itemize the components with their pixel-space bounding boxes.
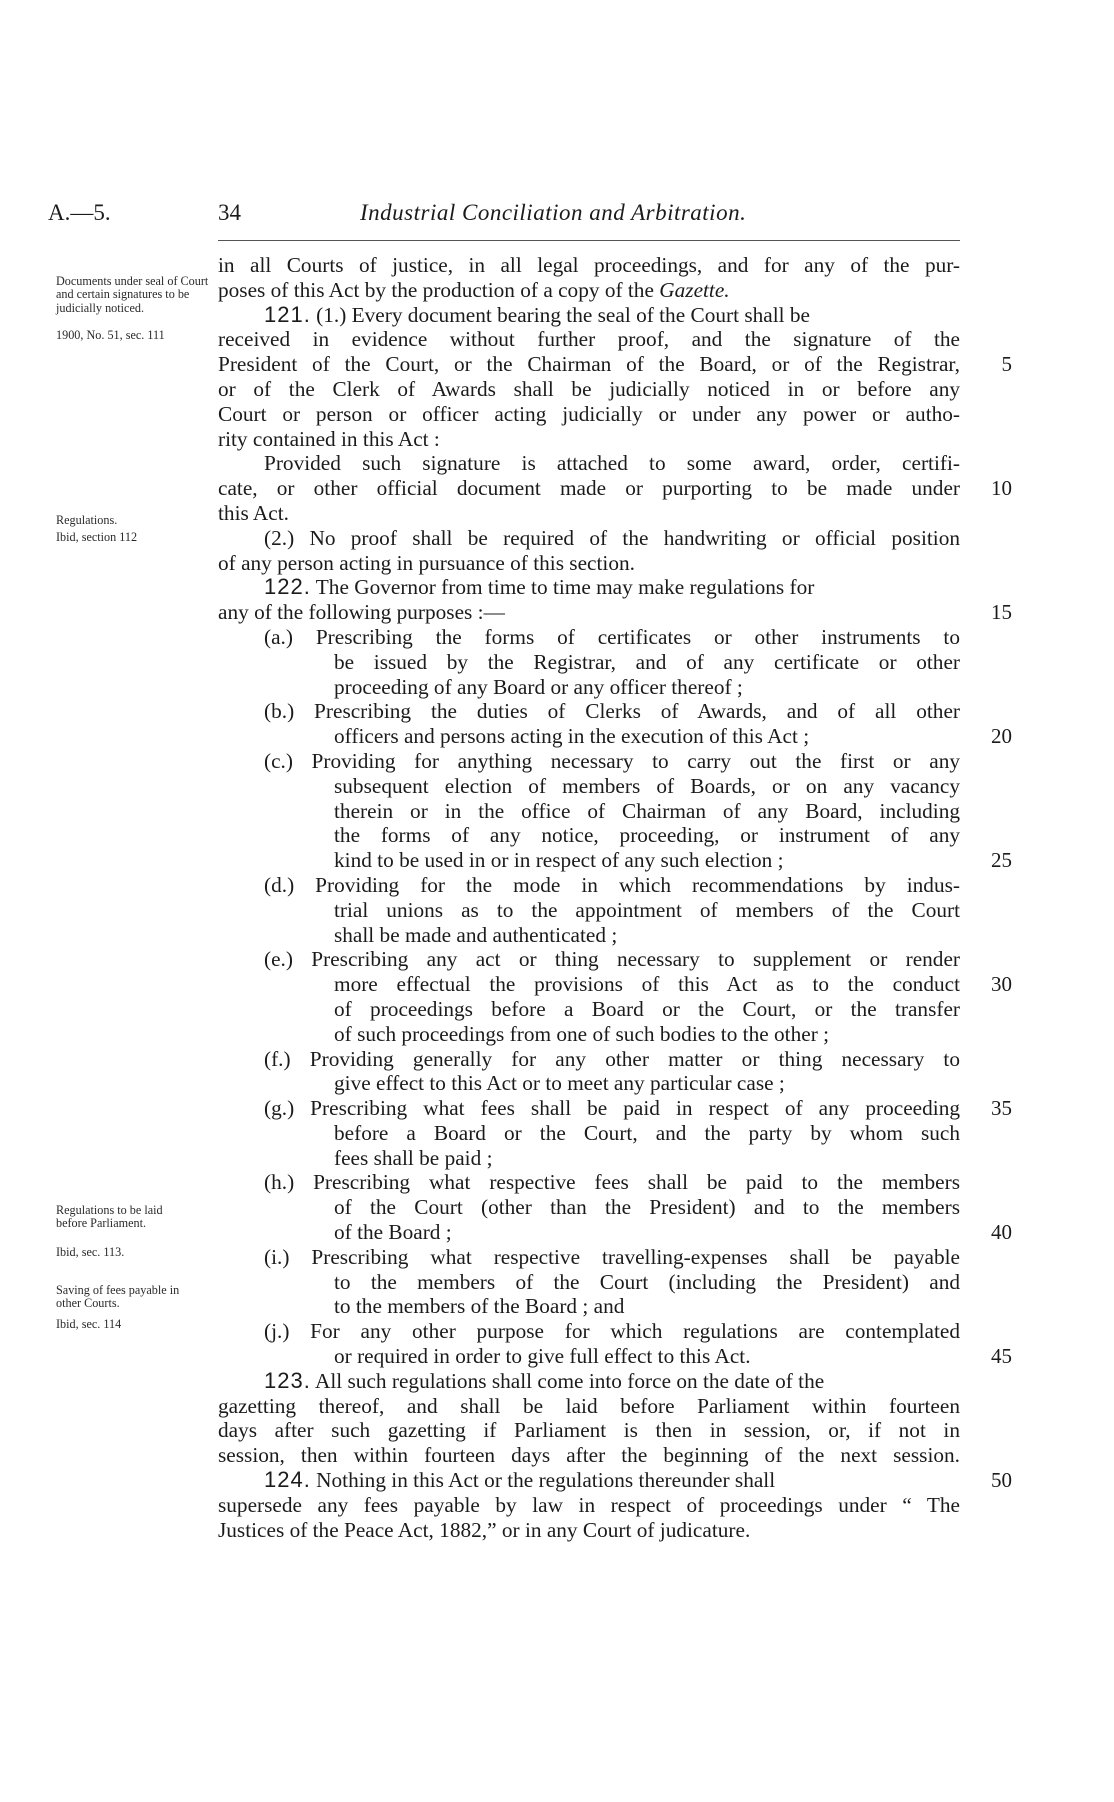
section-number-122: 122. xyxy=(264,574,311,600)
text-line: of proceedings before a Board or the Court, or the transfer xyxy=(334,996,960,1021)
section-number-121: 121. xyxy=(264,301,311,327)
text-line: Court or person or officer acting judicially or under any power or autho- xyxy=(218,401,960,426)
gazette-italic: Gazette. xyxy=(659,277,730,302)
running-title: Industrial Conciliation and Arbitration. xyxy=(360,200,747,225)
line-number-15: 15 xyxy=(991,600,1012,624)
text-line: shall be made and authenticated ; xyxy=(334,922,618,947)
text-line xyxy=(218,303,960,328)
text-line: more effectual the provisions of this Act as to the conduct xyxy=(334,972,960,997)
text-line: to the members of the Court (including the President) and xyxy=(334,1269,960,1294)
margin-note-regulations-laid-before-parliament: Regulations to be laid before Parliament. xyxy=(56,1203,163,1231)
text-line: or required in order to give full effect to this Act. xyxy=(334,1344,751,1369)
text-line: be issued by the Registrar, and of any certificate or other xyxy=(334,649,960,674)
page-header xyxy=(0,200,1114,234)
page-number: 34 xyxy=(218,200,241,225)
text-line: (a.) Prescribing the forms of certificates or other instruments to xyxy=(264,624,960,649)
line-number-20: 20 xyxy=(991,724,1012,748)
text-line: (f.) Providing generally for any other matter or thing necessary to xyxy=(264,1046,960,1071)
text-line: (b.) Prescribing the duties of Clerks of Awards, and of all other xyxy=(264,699,960,724)
text-line: cate, or other official document made or purporting to be made under xyxy=(218,476,960,501)
text-line: trial unions as to the appointment of members of the Court xyxy=(334,897,960,922)
text-line: rity contained in this Act : xyxy=(218,426,440,451)
text-line: (c.) Providing for anything necessary to carry out the first or any xyxy=(264,748,960,773)
text-line xyxy=(218,278,960,303)
margin-note-saving-of-fees: Saving of fees payable in other Courts. xyxy=(56,1283,180,1311)
text-line: President of the Court, or the Chairman of the Board, or of the Registrar, xyxy=(218,352,960,377)
text-line-part: (1.) Every document bearing the seal of the Court shall be xyxy=(316,302,810,327)
line-number-10: 10 xyxy=(991,476,1012,500)
text-line-part: All such regulations shall come into force on the date of the xyxy=(314,1368,825,1393)
text-line: or of the Clerk of Awards shall be judicially noticed in or before any xyxy=(218,376,960,401)
section-number-124: 124. xyxy=(264,1467,311,1493)
header-rule xyxy=(218,240,960,241)
text-line: Justices of the Peace Act, 1882,” or in any Court of judicature. xyxy=(218,1517,751,1542)
text-line: of any person acting in pursuance of this section. xyxy=(218,550,635,575)
text-line-part: poses of this Act by the production of a copy of the xyxy=(218,277,654,302)
text-line xyxy=(218,1468,960,1493)
text-line: give effect to this Act or to meet any particular case ; xyxy=(334,1071,785,1096)
text-line: therein or in the office of Chairman of any Board, including xyxy=(334,798,960,823)
text-line: supersede any fees payable by law in respect of proceedings under “ The xyxy=(218,1492,960,1517)
line-number-45: 45 xyxy=(991,1344,1012,1368)
document-reference: A.—5. xyxy=(48,200,111,225)
text-line: session, then within fourteen days after the beginning of the next session. xyxy=(218,1443,960,1468)
line-number-25: 25 xyxy=(991,848,1012,872)
line-number-50: 50 xyxy=(991,1468,1012,1492)
margin-note-documents-under-seal: Documents under seal of Court and certain signatures to be judicially noticed. xyxy=(56,274,209,315)
text-line xyxy=(218,1369,960,1394)
text-line-part: The Governor from time to time may make regulations for xyxy=(315,575,815,600)
line-number-35: 35 xyxy=(991,1096,1012,1120)
text-line: subsequent election of members of Boards, or on any vacancy xyxy=(334,773,960,798)
text-line: to the members of the Board ; and xyxy=(334,1294,625,1319)
text-line: (d.) Providing for the mode in which recommendations by indus- xyxy=(264,872,960,897)
text-line: (h.) Prescribing what respective fees shall be paid to the members xyxy=(264,1170,960,1195)
text-line xyxy=(218,575,960,600)
margin-note-citation-sec-112: Ibid, section 112 xyxy=(56,530,138,544)
text-line: received in evidence without further proof, and the signature of the xyxy=(218,327,960,352)
line-number-5: 5 xyxy=(1001,352,1012,376)
margin-note-citation-sec-111: 1900, No. 51, sec. 111 xyxy=(56,328,165,342)
text-line: gazetting thereof, and shall be laid before Parliament within fourteen xyxy=(218,1393,960,1418)
text-line: proceeding of any Board or any officer thereof ; xyxy=(334,674,743,699)
text-line: of such proceedings from one of such bodies to the other ; xyxy=(334,1021,830,1046)
text-line: kind to be used in or in respect of any such election ; xyxy=(334,848,784,873)
text-line: days after such gazetting if Parliament is then in session, or, if not in xyxy=(218,1418,960,1443)
text-line: in all Courts of justice, in all legal proceedings, and for any of the pur- xyxy=(218,253,960,277)
line-number-40: 40 xyxy=(991,1220,1012,1244)
text-line: of the Board ; xyxy=(334,1220,452,1245)
section-number-123: 123. xyxy=(264,1367,311,1393)
text-line: fees shall be paid ; xyxy=(334,1145,493,1170)
text-line: officers and persons acting in the execution of this Act ; xyxy=(334,724,810,749)
text-line: the forms of any notice, proceeding, or instrument of any xyxy=(334,823,960,848)
line-number-30: 30 xyxy=(991,972,1012,996)
text-line: this Act. xyxy=(218,500,289,525)
text-line: (i.) Prescribing what respective travelling-expenses shall be payable xyxy=(264,1244,960,1269)
text-line: (e.) Prescribing any act or thing necessary to supplement or render xyxy=(264,947,960,972)
text-line: Provided such signature is attached to some award, order, certifi- xyxy=(264,451,960,476)
text-line: before a Board or the Court, and the party by whom such xyxy=(334,1120,960,1145)
body-text xyxy=(218,253,960,1542)
text-line: (g.) Prescribing what fees shall be paid in respect of any proceeding xyxy=(264,1096,960,1121)
text-line: (j.) For any other purpose for which regulations are contemplated xyxy=(264,1319,960,1344)
margin-note-regulations: Regulations. xyxy=(56,513,118,527)
margin-note-citation-sec-113: Ibid, sec. 113. xyxy=(56,1245,125,1259)
text-line: (2.) No proof shall be required of the handwriting or official position xyxy=(264,525,960,550)
text-line: of the Court (other than the President) and to the members xyxy=(334,1195,960,1220)
text-line-part: Nothing in this Act or the regulations thereunder shall xyxy=(316,1468,776,1493)
text-line: any of the following purposes :— xyxy=(218,600,505,625)
margin-note-citation-sec-114: Ibid, sec. 114 xyxy=(56,1317,122,1331)
